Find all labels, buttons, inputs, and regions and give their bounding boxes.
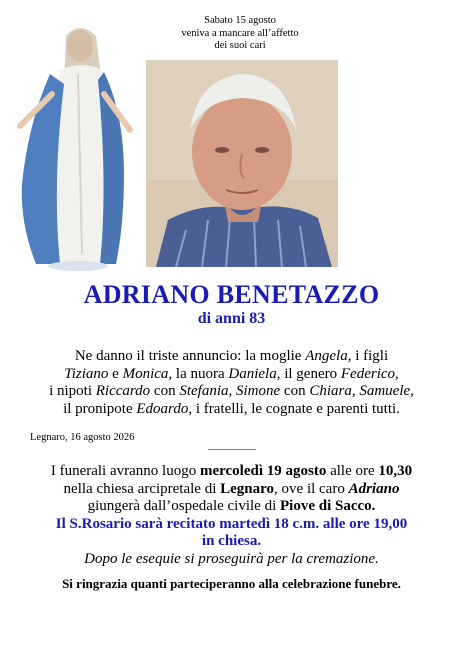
announcement-line-2 <box>0 366 463 384</box>
text: alle ore <box>326 463 379 479</box>
divider <box>208 449 256 450</box>
deceased-name: ADRIANO BENETAZZO <box>83 280 380 309</box>
header-line-1: Sabato 15 agosto <box>204 15 276 26</box>
announcement <box>0 348 463 418</box>
grandchild-names: Stefania, Simone <box>179 383 281 400</box>
funeral-line-1 <box>0 463 463 481</box>
cremation-line <box>0 551 463 569</box>
daughter-in-law-name: Daniela <box>228 365 277 382</box>
text: con <box>150 383 180 400</box>
deceased-age: di anni 83 <box>197 310 266 327</box>
madonna-image <box>12 14 134 272</box>
deceased-photo <box>146 60 338 267</box>
announcement-line-1 <box>0 348 463 366</box>
funeral-line-3 <box>0 498 463 516</box>
thanks-line: Si ringrazia quanti parteciperanno alla celebrazione funebre. <box>62 576 401 591</box>
grandchild-name: Riccardo <box>95 383 151 400</box>
text: Ne danno il triste annuncio: la moglie <box>74 348 306 364</box>
church-place: Legnaro <box>220 480 275 497</box>
text: , i figli <box>347 348 389 364</box>
funeral-info <box>0 463 463 569</box>
deceased-first-name: Adriano <box>348 480 400 497</box>
great-grandchild-name: Edoardo <box>136 400 189 417</box>
rosary-line-2: in chiesa. <box>201 533 262 550</box>
text: nella chiesa arcipretale di <box>63 480 221 497</box>
announcement-line-3 <box>0 383 463 401</box>
text: il pronipote <box>63 400 137 417</box>
funeral-line-2 <box>0 481 463 499</box>
text: giungerà dall’ospedale civile di <box>87 498 281 515</box>
text: , il genero <box>276 365 341 382</box>
funeral-day: mercoledì 19 agosto <box>199 463 327 479</box>
text: i nipoti <box>49 383 96 400</box>
death-note-header <box>150 15 330 53</box>
funeral-time: 10,30 <box>378 463 413 479</box>
text: , ove il caro <box>274 480 349 497</box>
text: , la nuora <box>168 365 229 382</box>
text: I funerali avranno luogo <box>50 463 200 479</box>
rosary-line-1: Il S.Rosario sarà recitato martedì 18 c.m. alle ore 19,00 <box>55 515 408 532</box>
place-date: Legnaro, 16 agosto 2026 <box>30 432 135 443</box>
header-line-3: dei suoi cari <box>214 40 266 51</box>
hospital-place: Piove di Sacco. <box>280 498 376 515</box>
header-line-2: veniva a mancare all’affetto <box>181 27 299 39</box>
text: con <box>280 383 310 400</box>
son-name: Tiziano <box>64 365 109 382</box>
cremation-text: Dopo le esequie si proseguirà per la cremazione. <box>84 550 379 567</box>
daughter-name: Monica <box>122 365 169 382</box>
text: , i fratelli, le cognate e parenti tutti. <box>188 400 400 417</box>
grandchild-names: Chiara, Samuele, <box>309 383 414 400</box>
text: e <box>108 365 123 382</box>
son-in-law-name: Federico <box>340 365 396 382</box>
wife-name: Angela <box>305 348 348 364</box>
announcement-line-4 <box>0 401 463 419</box>
text: , <box>395 365 399 382</box>
